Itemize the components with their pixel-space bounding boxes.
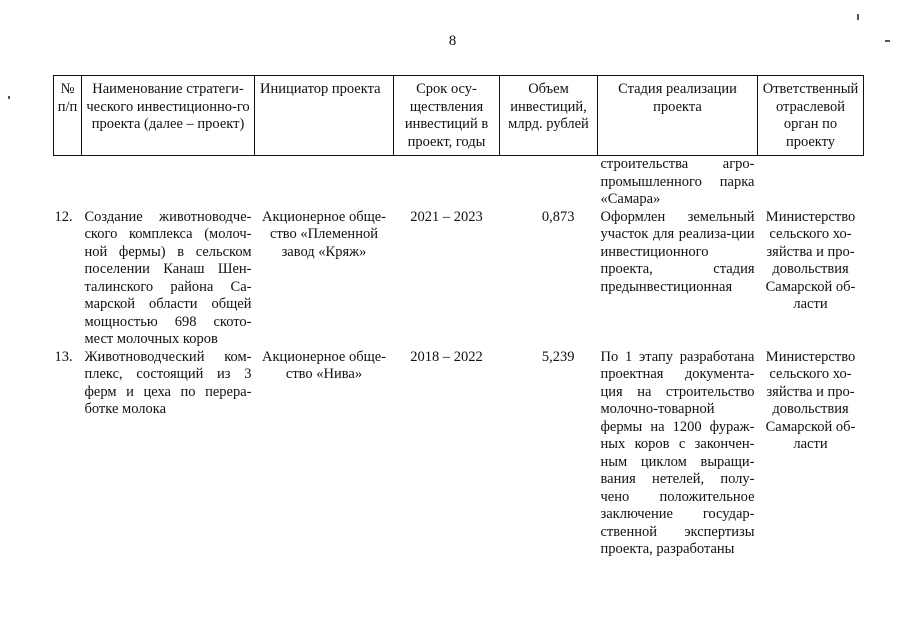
investment-period: 2021 – 2023 — [410, 208, 483, 225]
carryover-stage: строительства агро-промышленного парка «Самара» — [600, 156, 755, 207]
header-stage: Стадия реализации проекта — [598, 76, 758, 156]
investment-period: 2018 – 2022 — [410, 348, 483, 365]
responsible-authority: Министерство сельского хо-зяйства и про-довольствия Самарской об-ласти — [765, 348, 856, 452]
header-authority: Ответственный отраслевой орган по проекту — [758, 76, 864, 156]
project-stage: Оформлен земельный участок для реализа-ции инвестиционного проекта, стадия предынвестиционная — [600, 208, 755, 295]
header-initiator: Инициатор проекта — [255, 76, 394, 156]
header-number: № п/п — [54, 76, 82, 156]
table-row — [54, 209, 864, 349]
header-project-name: Наименование стратеги-ческого инвестиционно-го проекта (далее – проект) — [82, 76, 255, 156]
project-stage: По 1 этапу разработана проектная документа-ция на строительство молочно-товарной фермы на 1200 фураж-ных коров с закончен-ным циклом выращи-вания нетелей, полу-чено положительное заключение государ-ственной экспертизы проекта, разработаны — [600, 348, 755, 557]
project-name: Создание животноводче-ского комплекса (молоч-ной фермы) в сельском поселении Канаш Шен-талинского района Са-марской области общей мощностью 698 ското-мест молочных коров — [84, 208, 252, 347]
table-row — [54, 349, 864, 559]
table-header-row — [54, 76, 864, 156]
page-number: 8 — [448, 33, 457, 49]
investment-volume: 0,873 — [541, 208, 575, 225]
project-name: Животноводческий ком-плекс, состоящий из 3 ферм и цеха по перера-ботке молока — [84, 348, 252, 417]
scan-speck — [8, 96, 10, 99]
responsible-authority: Министерство сельского хо-зяйства и про-довольствия Самарской об-ласти — [765, 208, 856, 312]
row-number: 13. — [54, 348, 73, 365]
investment-volume: 5,239 — [541, 348, 575, 365]
scan-speck — [885, 40, 890, 42]
table-row-carryover — [54, 156, 864, 209]
row-number: 12. — [54, 208, 73, 225]
project-initiator: Акционерное обще-ство «Племенной завод «Кряж» — [261, 208, 387, 260]
investment-projects-table — [53, 75, 864, 559]
header-period: Срок осу-ществления инвестиций в проект, годы — [394, 76, 500, 156]
scan-speck — [857, 14, 859, 20]
project-initiator: Акционерное обще-ство «Нива» — [261, 348, 387, 382]
header-volume: Объем инвестиций, млрд. рублей — [500, 76, 598, 156]
